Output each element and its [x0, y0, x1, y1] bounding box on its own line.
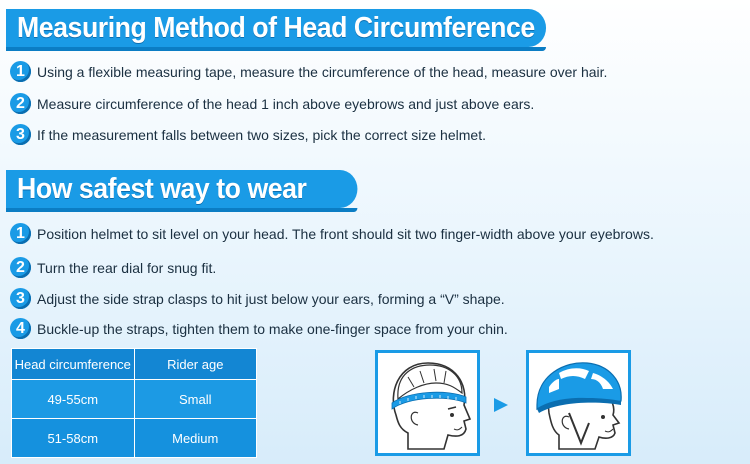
step-number-3-icon: 3: [10, 124, 31, 145]
step-number-1-icon: 1: [10, 223, 31, 244]
wear-step-2-text: Turn the rear dial for snug fit.: [37, 259, 217, 276]
measure-step-1: [10, 61, 607, 82]
table-header-row: [12, 349, 257, 380]
measure-step-3: [10, 124, 486, 145]
cell-circumference: 51-58cm: [12, 419, 135, 458]
table-row: [12, 419, 257, 458]
cell-rider-age: Medium: [134, 419, 257, 458]
wear-step-3: [10, 288, 505, 309]
step-number-3-icon: 3: [10, 288, 31, 309]
step-number-2-icon: 2: [10, 257, 31, 278]
measuring-method-banner: Measuring Method of Head Circumference: [6, 9, 546, 47]
measure-step-2: [10, 93, 534, 114]
measure-step-3-text: If the measurement falls between two sizes, pick the correct size helmet.: [37, 126, 486, 143]
wear-step-1: [10, 223, 654, 244]
wear-step-3-text: Adjust the side strap clasps to hit just below your ears, forming a “V” shape.: [37, 290, 505, 307]
measure-step-2-text: Measure circumference of the head 1 inch above eyebrows and just above ears.: [37, 95, 535, 112]
child-wearing-helmet-icon: [529, 353, 628, 453]
cell-circumference: 49-55cm: [12, 380, 135, 419]
measure-step-1-text: Using a flexible measuring tape, measure the circumference of the head, measure over hair.: [37, 63, 608, 80]
step-number-4-icon: 4: [10, 318, 31, 339]
helmet-wearing-illustration: [526, 350, 631, 456]
wear-step-4-text: Buckle-up the straps, tighten them to make one-finger space from your chin.: [37, 320, 508, 337]
arrow-right-icon: [494, 398, 508, 412]
cell-rider-age: Small: [134, 380, 257, 419]
header-rider-age: Rider age: [134, 349, 257, 380]
table-row: [12, 380, 257, 419]
step-number-1-icon: 1: [10, 61, 31, 82]
header-head-circumference: Head circumference: [12, 349, 135, 380]
wear-step-1-text: Position helmet to sit level on your head. The front should sit two finger-width above your eyebrows.: [37, 225, 654, 242]
how-to-wear-banner: How safest way to wear: [6, 170, 357, 208]
wear-step-2: [10, 257, 216, 278]
size-table: [11, 348, 257, 458]
wear-step-4: [10, 318, 508, 339]
head-measuring-illustration: [375, 350, 480, 456]
head-measuring-tape-icon: [378, 353, 477, 453]
step-number-2-icon: 2: [10, 93, 31, 114]
